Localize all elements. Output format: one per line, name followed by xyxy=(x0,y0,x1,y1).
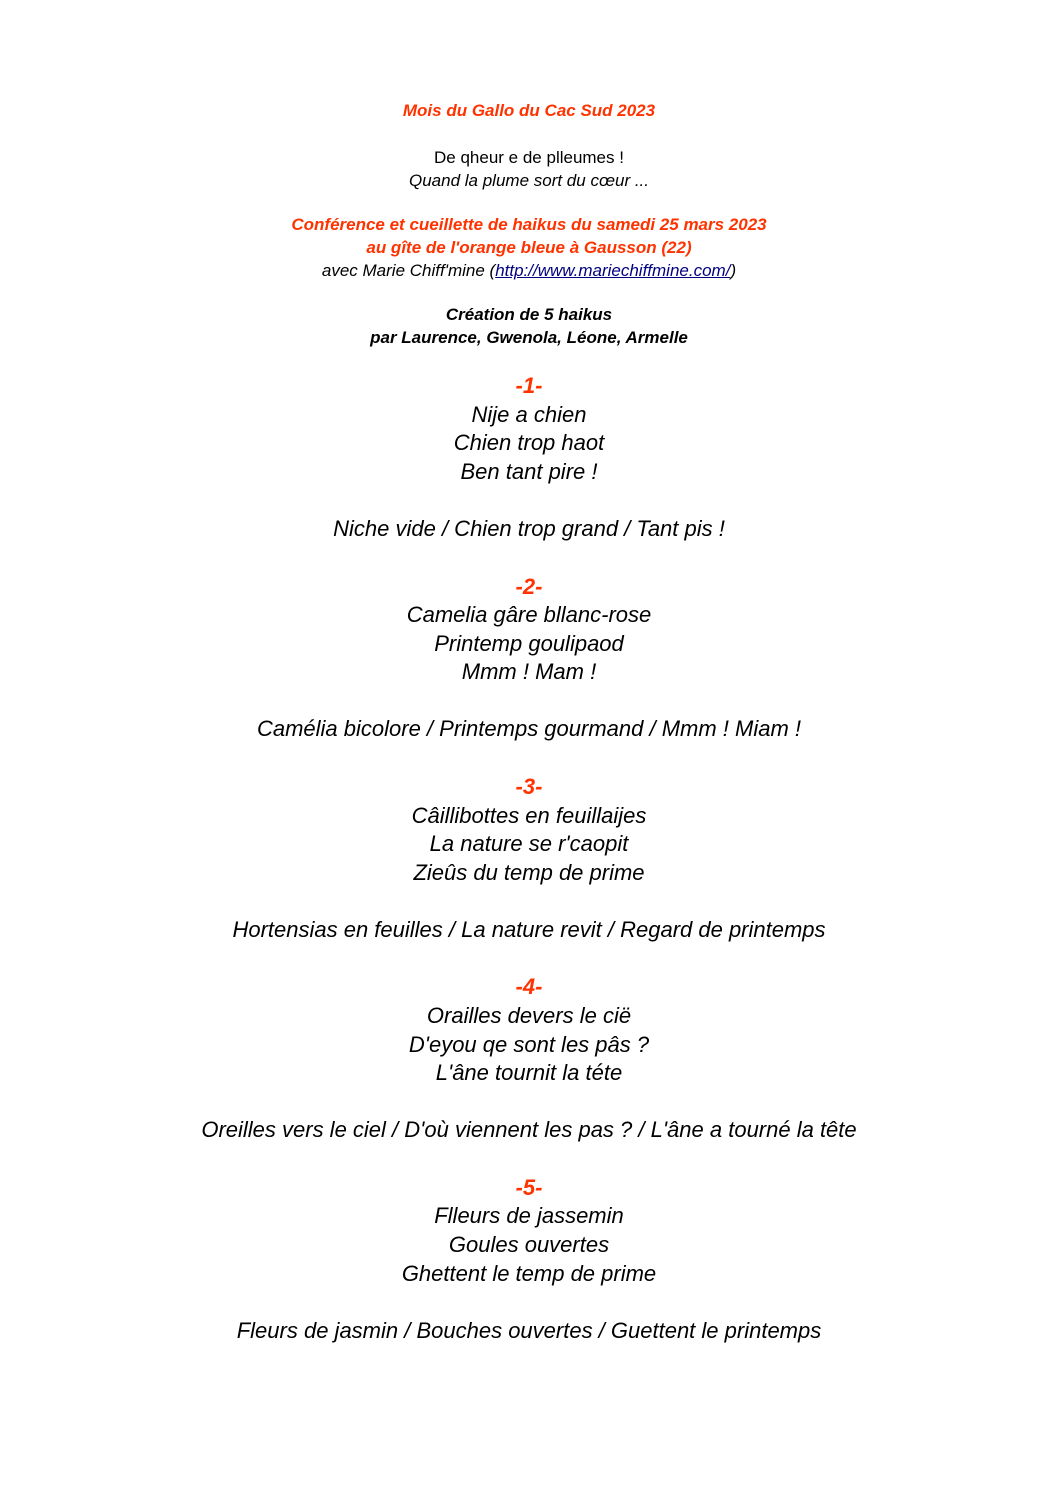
haiku-translation: Fleurs de jasmin / Bouches ouvertes / Guettent le printemps xyxy=(236,1318,822,1343)
haiku-gallo-line: Chien trop haot xyxy=(453,430,605,455)
haiku-gallo-line: Printemp goulipaod xyxy=(434,631,624,656)
haiku-gallo-line: Orailles devers le cië xyxy=(426,1003,632,1028)
haiku-number: -2- xyxy=(515,574,543,599)
website-link[interactable]: http://www.mariechiffmine.com/ xyxy=(495,261,731,280)
haiku-gallo-line: L'âne tournit la téte xyxy=(435,1060,623,1085)
haiku-gallo-line: Camelia gâre bllanc-rose xyxy=(406,602,652,627)
event-host-line xyxy=(0,261,1058,281)
host-prefix: avec Marie Chiff'mine ( xyxy=(321,261,496,280)
haiku-translation: Oreilles vers le ciel / D'où viennent les pas ? / L'âne a tourné la tête xyxy=(201,1117,857,1142)
haiku-gallo-line: Câillibottes en feuillaijes xyxy=(411,803,647,828)
haiku-number: -3- xyxy=(515,774,543,799)
creation-line1: Création de 5 haikus xyxy=(445,305,613,324)
haiku-gallo-line: Flleurs de jassemin xyxy=(434,1203,624,1228)
haiku-number: -1- xyxy=(515,373,543,398)
haiku-translation: Hortensias en feuilles / La nature revit / Regard de printemps xyxy=(232,917,826,942)
subtitle-gallo: De qheur e de plleumes ! xyxy=(434,148,624,167)
haiku-gallo-line: La nature se r'caopit xyxy=(429,831,629,856)
creation-authors: par Laurence, Gwenola, Léone, Armelle xyxy=(370,328,688,347)
haiku-gallo-line: Mmm ! Mam ! xyxy=(461,659,597,684)
event-title-line1: Conférence et cueillette de haikus du samedi 25 mars 2023 xyxy=(291,215,767,234)
host-suffix: ) xyxy=(730,261,737,280)
event-title-line2: au gîte de l'orange bleue à Gausson (22) xyxy=(366,238,692,257)
haiku-number: -5- xyxy=(515,1175,543,1200)
haiku-gallo-line: Goules ouvertes xyxy=(448,1232,610,1257)
haiku-gallo-line: Nije a chien xyxy=(471,402,587,427)
haiku-gallo-line: Zieûs du temp de prime xyxy=(413,860,645,885)
document-title: Mois du Gallo du Cac Sud 2023 xyxy=(402,101,656,120)
haiku-gallo-line: Ben tant pire ! xyxy=(460,459,598,484)
haiku-translation: Camélia bicolore / Printemps gourmand / Mmm ! Miam ! xyxy=(256,716,802,741)
haiku-translation: Niche vide / Chien trop grand / Tant pis ! xyxy=(333,516,725,541)
haiku-number: -4- xyxy=(515,974,543,999)
haiku-gallo-line: D'eyou qe sont les pâs ? xyxy=(408,1032,650,1057)
haiku-gallo-line: Ghettent le temp de prime xyxy=(401,1261,657,1286)
subtitle-french: Quand la plume sort du cœur ... xyxy=(409,171,649,190)
